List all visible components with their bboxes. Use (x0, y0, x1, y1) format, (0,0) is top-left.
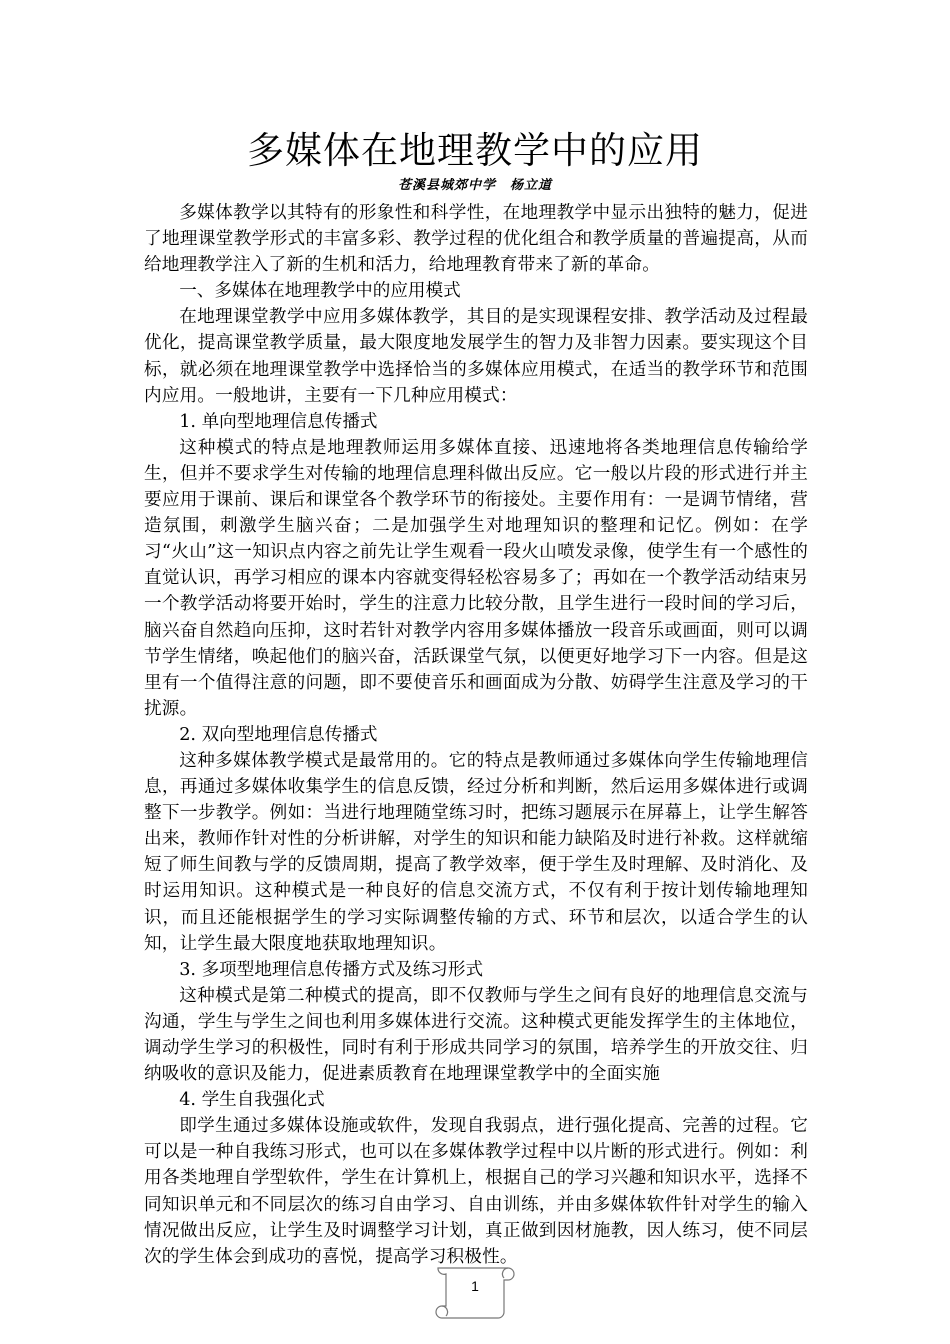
body-paragraph: 在地理课堂教学中应用多媒体教学，其目的是实现课程安排、教学活动及过程最优化，提高课堂教学质量，最大限度地发展学生的智力及非智力因素。要实现这个目标，就必须在地理课堂教学中选择恰当的多媒体应用模式，在适当的教学环节和范围内应用。一般地讲，主要有一下几种应用模式： (144, 307, 808, 406)
author-line: 苍溪县城郊中学 杨立道 (397, 178, 552, 193)
page-number: 1 (471, 1278, 479, 1294)
subsection-heading: 2. 双向型地理信息传播式 (179, 724, 378, 745)
document-body (144, 200, 808, 1270)
body-paragraph: 这种多媒体教学模式是最常用的。它的特点是教师通过多媒体向学生传输地理信息，再通过多媒体收集学生的信息反馈，经过分析和判断，然后运用多媒体进行或调整下一步教学。例如：当进行地理随堂练习时，把练习题展示在屏幕上，让学生解答出来，教师作针对性的分析讲解，对学生的知识和能力缺陷及时进行补救。这样就缩短了师生间教与学的反馈周期，提高了教学效率，便于学生及时理解、及时消化、及时运用知识。这种模式是一种良好的信息交流方式，不仅有利于按计划传输地理知识，而且还能根据学生的学习实际调整传输的方式、环节和层次，以适合学生的认知，让学生最大限度地获取地理知识。 (144, 750, 808, 954)
body-paragraph: 这种模式的特点是地理教师运用多媒体直接、迅速地将各类地理信息传输给学生，但并不要求学生对传输的地理信息理科做出反应。它一般以片段的形式进行并主要应用于课前、课后和课堂各个教学环节的衔接处。主要作用有：一是调节情绪，营造氛围，刺激学生脑兴奋；二是加强学生对地理知识的整理和记忆。例如：在学习“火山”这一知识点内容之前先让学生观看一段火山喷发录像，使学生有一个感性的直觉认识，再学习相应的课本内容就变得轻松容易多了；再如在一个教学活动结束另一个教学活动将要开始时，学生的注意力比较分散，且学生进行一段时间的学习后，脑兴奋自然趋向压抑，这时若针对教学内容用多媒体播放一段音乐或画面，则可以调节学生情绪，唤起他们的脑兴奋，活跃课堂气氛，以便更好地学习下一内容。但是这里有一个值得注意的问题，即不要使音乐和画面成为分散、妨碍学生注意及学习的干扰源。 (144, 437, 808, 719)
subsection-heading: 1. 单向型地理信息传播式 (179, 411, 378, 432)
body-paragraph: 这种模式是第二种模式的提高，即不仅教师与学生之间有良好的地理信息交流与沟通，学生与学生之间也利用多媒体进行交流。这种模式更能发挥学生的主体地位，调动学生学习的积极性，同时有利于形成共同学习的氛围，培养学生的开放交往、归纳吸收的意识及能力，促进素质教育在地理课堂教学中的全面实施 (144, 985, 808, 1085)
subsection-heading: 3. 多项型地理信息传播方式及练习形式 (179, 959, 484, 980)
document-title: 多媒体在地理教学中的应用 (247, 129, 703, 172)
subsection-heading: 4. 学生自我强化式 (179, 1090, 325, 1111)
intro-paragraph: 多媒体教学以其特有的形象性和科学性，在地理教学中显示出独特的魅力，促进了地理课堂教学形式的丰富多彩、教学过程的优化组合和教学质量的普遍提高，从而给地理教学注入了新的生机和活力，给地理教育带来了新的革命。 (144, 203, 808, 276)
page-footer (430, 1254, 520, 1324)
section-heading: 一、多媒体在地理教学中的应用模式 (179, 281, 461, 302)
body-paragraph: 即学生通过多媒体设施或软件，发现自我弱点，进行强化提高、完善的过程。它可以是一种自我练习形式，也可以在多媒体教学过程中以片断的形式进行。例如：利用各类地理自学型软件，学生在计算机上，根据自己的学习兴趣和知识水平，选择不同知识单元和不同层次的练习自由学习、自由训练，并由多媒体软件针对学生的输入情况做出反应，让学生及时调整学习计划，真正做到因材施教，因人练习，使不同层次的学生体会到成功的喜悦，提高学习积极性。 (144, 1116, 808, 1267)
